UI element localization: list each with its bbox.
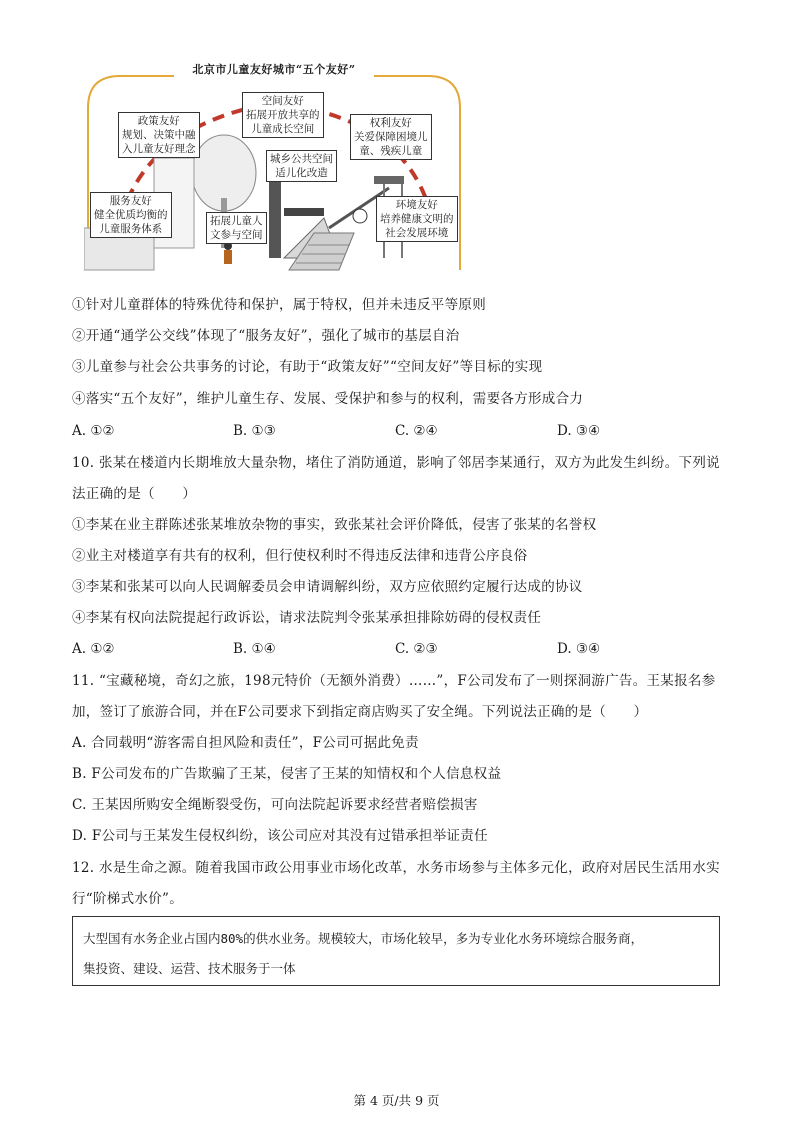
q10-option-3: ③李某和张某可以向人民调解委员会申请调解纠纷，双方应依照约定履行达成的协议	[72, 579, 583, 595]
q11-choice-d[interactable]: D. F公司与王某发生侵权纠纷，该公司应对其没有过错承担举证责任	[72, 828, 488, 844]
q10-choice-c[interactable]: C. ②③	[395, 641, 438, 657]
q12-material-box	[72, 916, 720, 986]
q11-stem-line-1: 11. “宝藏秘境，奇幻之旅，198元特价（无额外消费）……”，F公司发布了一则探洞游广告。王某报名参	[72, 673, 716, 689]
tag-service-friendly: 服务友好 健全优质均衡的 儿童服务体系	[90, 192, 172, 238]
tag-space-friendly: 空间友好 拓展开放共享的 儿童成长空间	[242, 92, 324, 138]
figure-title: 北京市儿童友好城市“五个友好”	[174, 61, 374, 77]
q10-stem-line-2: 法正确的是（ ）	[72, 486, 197, 502]
q10-choice-b[interactable]: B. ①④	[233, 641, 276, 657]
q10-option-1: ①李某在业主群陈述张某堆放杂物的事实，致张某社会评价降低，侵害了张某的名誉权	[72, 517, 597, 533]
q12-stem-line-1: 12. 水是生命之源。随着我国市政公用事业市场化改革，水务市场参与主体多元化，政府对居民生活用水实	[72, 860, 720, 876]
children-friendly-city-figure	[84, 58, 462, 272]
q12-material-line-1: 大型国有水务企业占国内80%的供水业务。规模较大，市场化较早，多为专业化水务环境综合服务商，	[83, 931, 644, 946]
q10-option-4: ④李某有权向法院提起行政诉讼，请求法院判令张某承担排除妨碍的侵权责任	[72, 610, 542, 626]
page-number-footer: 第 4 页/共 9 页	[353, 1093, 440, 1108]
tag-rights-friendly: 权利友好 关爱保障困境儿 童、残疾儿童	[350, 114, 432, 160]
q12-material-line-2: 集投资、建设、运营、技术服务于一体	[83, 961, 296, 976]
q9-choice-d[interactable]: D. ③④	[557, 423, 601, 439]
q9-choice-c[interactable]: C. ②④	[395, 423, 438, 439]
q11-choice-a[interactable]: A. 合同载明“游客需自担风险和责任”，F公司可据此免责	[72, 735, 419, 751]
q11-choice-b[interactable]: B. F公司发布的广告欺骗了王某，侵害了王某的知情权和个人信息权益	[72, 766, 502, 782]
tag-public-space: 城乡公共空间 适儿化改造	[266, 150, 337, 182]
q10-stem-line-1: 10. 张某在楼道内长期堆放大量杂物，堵住了消防通道，影响了邻居李某通行，双方为此发生纠纷。下列说	[72, 455, 720, 471]
q11-stem-line-2: 加，签订了旅游合同，并在F公司要求下到指定商店购买了安全绳。下列说法正确的是（ ）	[72, 704, 648, 720]
q10-choice-d[interactable]: D. ③④	[557, 641, 601, 657]
q9-option-2: ②开通“通学公交线”体现了“服务友好”，强化了城市的基层自治	[72, 328, 460, 344]
q12-stem-line-2: 行“阶梯式水价”。	[72, 891, 184, 907]
tag-cultural-space: 拓展儿童人 文参与空间	[206, 212, 267, 244]
q9-option-1: ①针对儿童群体的特殊优待和保护，属于特权，但并未违反平等原则	[72, 297, 486, 313]
tag-policy-friendly: 政策友好 规划、决策中融 入儿童友好理念	[118, 112, 200, 158]
q10-choice-a[interactable]: A. ①②	[72, 641, 115, 657]
q11-choice-c[interactable]: C. 王某因所购安全绳断裂受伤，可向法院起诉要求经营者赔偿损害	[72, 797, 478, 813]
q9-option-4: ④落实“五个友好”，维护儿童生存、发展、受保护和参与的权利，需要各方形成合力	[72, 391, 584, 407]
q10-option-2: ②业主对楼道享有共有的权利，但行使权利时不得违反法律和违背公序良俗	[72, 548, 528, 564]
q9-choice-a[interactable]: A. ①②	[72, 423, 115, 439]
q9-option-3: ③儿童参与社会公共事务的讨论，有助于“政策友好”“空间友好”等目标的实现	[72, 359, 543, 375]
tag-environment-friendly: 环境友好 培养健康文明的 社会发展环境	[376, 196, 458, 242]
q9-choice-b[interactable]: B. ①③	[233, 423, 276, 439]
